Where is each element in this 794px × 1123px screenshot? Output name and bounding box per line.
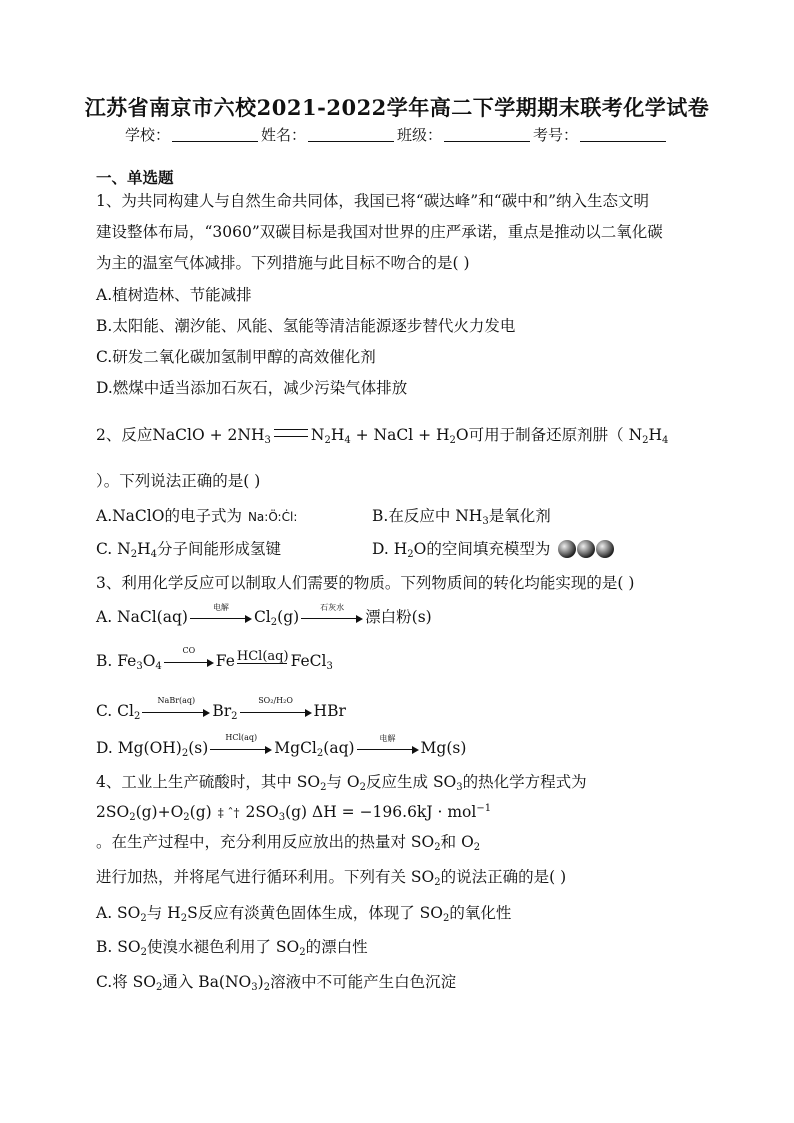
reaction-arrow: HCl(aq) <box>210 735 272 755</box>
q2-stem-line2: ）。下列说法正确的是( ) <box>96 472 261 490</box>
student-info-line <box>0 124 794 145</box>
class-blank[interactable] <box>444 127 530 142</box>
number-blank[interactable] <box>580 127 666 142</box>
q1-option-a[interactable]: A.植树造林、节能减排 <box>96 286 252 304</box>
q2-option-b[interactable]: B.在反应中 $NH_3$是氧化剂 <box>372 507 551 527</box>
name-blank[interactable] <box>308 127 394 142</box>
q4-option-b[interactable]: B. $SO_2$使溴水褪色利用了 $SO_2$的漂白性 <box>96 938 368 958</box>
school-label: 学校： <box>124 126 170 144</box>
q3-option-a[interactable]: A. NaCl(aq) 电解 $Cl_2(g)$ 石灰水 漂白粉(s) <box>96 603 432 628</box>
reaction-arrow: NaBr(aq) <box>142 698 210 718</box>
q4-stem-line4: 进行加热，并将尾气进行循环利用。下列有关 $SO_2$的说法正确的是( ) <box>96 868 567 888</box>
q2-stem-line1: 2、反应NaClO + $2NH_3$ $N_2H_4$ + NaCl + $H_2O$可用于制备还原剂肼（ $N_2H_4$ <box>96 426 669 446</box>
section-heading: 一、单选题 <box>96 168 174 187</box>
q1-option-c[interactable]: C.研发二氧化碳加氢制甲醇的高效催化剂 <box>96 348 376 366</box>
q2-option-d[interactable]: D. $H_2O$的空间填充模型为 <box>372 537 615 560</box>
water-space-filling-model-icon <box>557 539 615 559</box>
q3-stem: 3、利用化学反应可以制取人们需要的物质。下列物质间的转化均能实现的是( ) <box>96 574 635 592</box>
q3-option-c[interactable]: C. $Cl_2$ NaBr(aq) $Br_2$ SO₂/H₂O HBr <box>96 696 346 722</box>
lewis-structure: Na:Ö:Ċl: <box>247 510 298 524</box>
q4-thermo-equation: $2SO_2(g)+O_2(g)$ ‡ ˆ† $2SO_3(g) \Delta H = -196.6kJ \cdot mol^{-1}$ <box>96 803 492 823</box>
exam-title: 江苏省南京市六校2021-2022学年高二下学期期末联考化学试卷 <box>84 95 710 120</box>
q4-option-c[interactable]: C.将 $SO_2$通入 $Ba(NO_3)_2$溶液中不可能产生白色沉淀 <box>96 973 457 993</box>
q1-option-b[interactable]: B.太阳能、潮汐能、风能、氢能等清洁能源逐步替代火力发电 <box>96 317 516 335</box>
reaction-arrow: SO₂/H₂O <box>240 698 312 718</box>
class-label: 班级： <box>397 126 443 144</box>
school-blank[interactable] <box>172 127 258 142</box>
q4-stem-line3: 。在生产过程中，充分利用反应放出的热量对 $SO_2$和 $O_2$ <box>96 833 481 853</box>
equals-sign <box>274 429 308 437</box>
reaction-arrow: 石灰水 <box>301 604 363 624</box>
q3-option-d[interactable]: D. $Mg(OH)_2(s)$ HCl(aq) MgCl$_2$(aq) 电解 Mg(s) <box>96 733 467 759</box>
reaction-arrow: 电解 <box>190 604 252 624</box>
name-label: 姓名： <box>260 126 306 144</box>
q1-stem-line3: 为主的温室气体减排。下列措施与此目标不吻合的是( ) <box>96 254 470 272</box>
equilibrium-symbol: ‡ ˆ† <box>217 806 240 820</box>
reaction-arrow: 电解 <box>357 735 419 755</box>
q2-option-a[interactable]: A.NaClO的电子式为 Na:Ö:Ċl: <box>96 507 298 525</box>
reaction-arrow: CO <box>164 648 214 668</box>
number-label: 考号： <box>533 126 579 144</box>
q1-stem-line1: 1、为共同构建人与自然生命共同体，我国已将“碳达峰”和“碳中和”纳入生态文明 <box>96 192 650 210</box>
q4-stem-line1: 4、工业上生产硫酸时，其中 $SO_2$与 $O_2$反应生成 $SO_3$的热化学方程式为 <box>96 773 587 793</box>
q3-option-b[interactable]: B. $Fe_3O_4$ CO Fe HCl(aq) FeCl$_3$ <box>96 646 333 672</box>
reaction-condition: HCl(aq) <box>236 649 289 664</box>
q1-option-d[interactable]: D.燃煤中适当添加石灰石，减少污染气体排放 <box>96 379 408 397</box>
q2-option-c[interactable]: C. $N_2H_4$分子间能形成氢键 <box>96 540 282 560</box>
q1-stem-line2: 建设整体布局，“3060”双碳目标是我国对世界的庄严承诺，重点是推动以二氧化碳 <box>96 223 663 241</box>
q4-option-a[interactable]: A. $SO_2$与 $H_2S$反应有淡黄色固体生成，体现了 $SO_2$的氧化性 <box>96 904 512 924</box>
q2-equation: NaClO + $2NH_3$ $N_2H_4$ + NaCl + $H_2O$ <box>152 426 469 446</box>
